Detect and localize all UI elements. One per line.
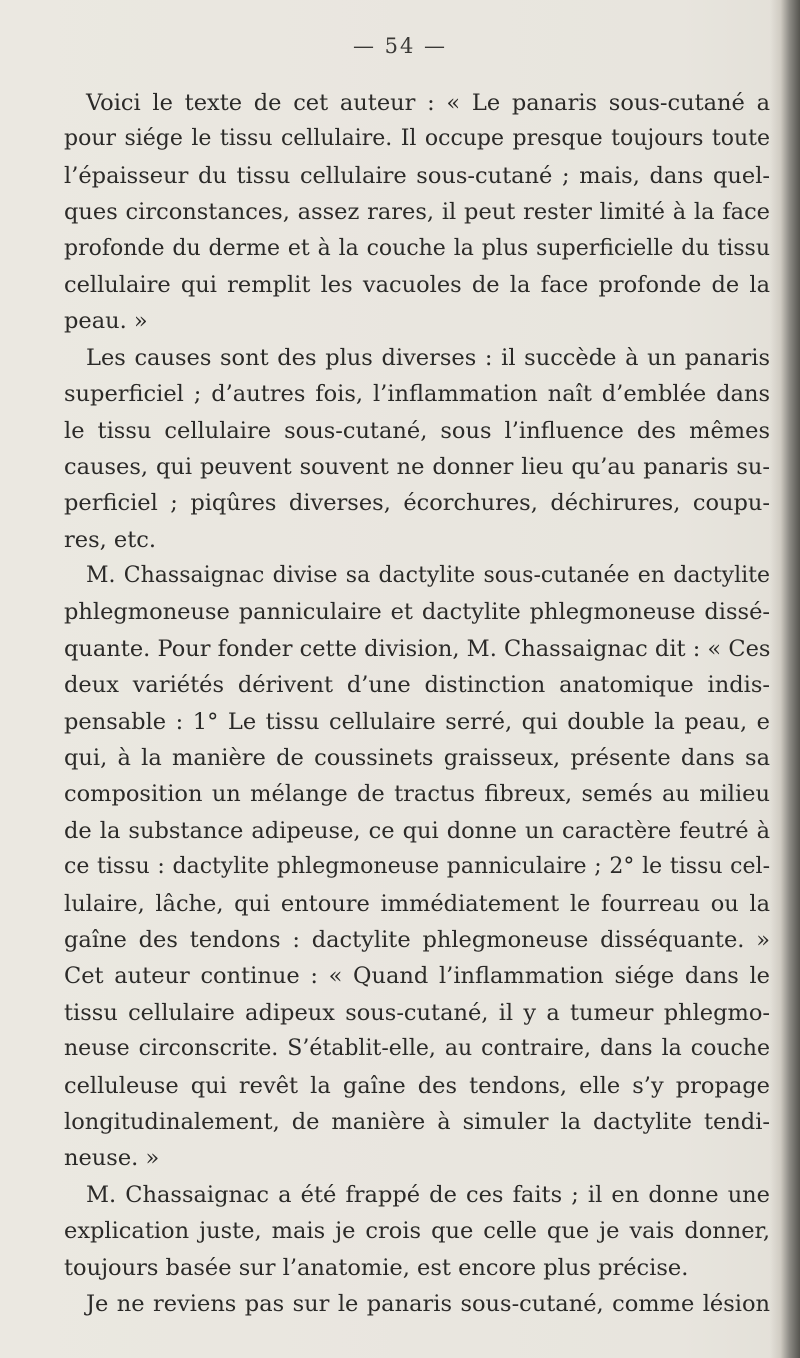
text-line: Les causes sont des plus diverses : il succède à un panaris (86, 344, 770, 371)
text-line: quante. Pour fonder cette division, M. Chassaignac dit : « Ces (64, 635, 770, 662)
text-line: de la substance adipeuse, ce qui donne un caractère feutré à (64, 817, 770, 844)
text-line: profonde du derme et à la couche la plus superficielle du tissu (64, 235, 770, 261)
text-line: ce tissu : dactylite phlegmoneuse panniculaire ; 2° le tissu cel- (64, 854, 770, 880)
text-line: deux variétés dérivent d’une distinction anatomique indis- (64, 672, 770, 699)
text-line: explication juste, mais je crois que celle que je vais donner, (64, 1218, 770, 1245)
text-line: Cet auteur continue : « Quand l’inflammation siége dans le (64, 963, 770, 990)
text-line: tissu cellulaire adipeux sous-cutané, il y a tumeur phlegmo- (64, 999, 770, 1026)
text-line: phlegmoneuse panniculaire et dactylite phlegmoneuse dissé- (64, 599, 770, 626)
text-line: pensable : 1° Le tissu cellulaire serré, qui double la peau, e (64, 708, 770, 735)
text-line: composition un mélange de tractus fibreux, semés au milieu (64, 781, 770, 808)
text-line: pour siége le tissu cellulaire. Il occupe presque toujours toute (64, 126, 770, 152)
text-line: gaîne des tendons : dactylite phlegmoneuse disséquante. » (64, 926, 770, 953)
text-line: qui, à la manière de coussinets graisseux, présente dans sa (64, 745, 770, 772)
page-number: — 54 — (352, 34, 448, 58)
text-line: l’épaisseur du tissu cellulaire sous-cutané ; mais, dans quel- (64, 162, 770, 189)
text-line: celluleuse qui revêt la gaîne des tendons, elle s’y propage (64, 1072, 770, 1099)
text-line: lulaire, lâche, qui entoure immédiatement le fourreau ou la (64, 890, 770, 917)
text-line: M. Chassaignac divise sa dactylite sous-cutanée en dactylite (86, 563, 770, 589)
body-text (64, 85, 770, 1322)
text-line: Voici le texte de cet auteur : « Le panaris sous-cutané a (86, 90, 770, 116)
text-line: longitudinalement, de manière à simuler la dactylite tendi- (64, 1108, 770, 1135)
text-line: Je ne reviens pas sur le panaris sous-cutané, comme lésion (86, 1290, 770, 1317)
text-line: le tissu cellulaire sous-cutané, sous l’influence des mêmes (64, 417, 770, 444)
text-line: neuse circonscrite. S’établit-elle, au contraire, dans la couche (64, 1036, 770, 1062)
text-line: causes, qui peuvent souvent ne donner lieu qu’au panaris su- (64, 453, 770, 480)
text-line: neuse. » (64, 1145, 160, 1172)
text-line: res, etc. (64, 526, 157, 553)
text-line: M. Chassaignac a été frappé de ces faits ; il en donne une (86, 1181, 770, 1208)
text-line: superficiel ; d’autres fois, l’inflammation naît d’emblée dans (64, 381, 770, 408)
page-binding-edge (770, 0, 800, 1358)
text-line: peau. » (64, 308, 148, 335)
text-line: toujours basée sur l’anatomie, est encore plus précise. (64, 1254, 689, 1281)
text-line: ques circonstances, assez rares, il peut rester limité à la face (64, 199, 770, 226)
text-line: cellulaire qui remplit les vacuoles de la face profonde de la (64, 271, 770, 298)
text-line: perficiel ; piqûres diverses, écorchures, déchirures, coupu- (64, 490, 770, 517)
